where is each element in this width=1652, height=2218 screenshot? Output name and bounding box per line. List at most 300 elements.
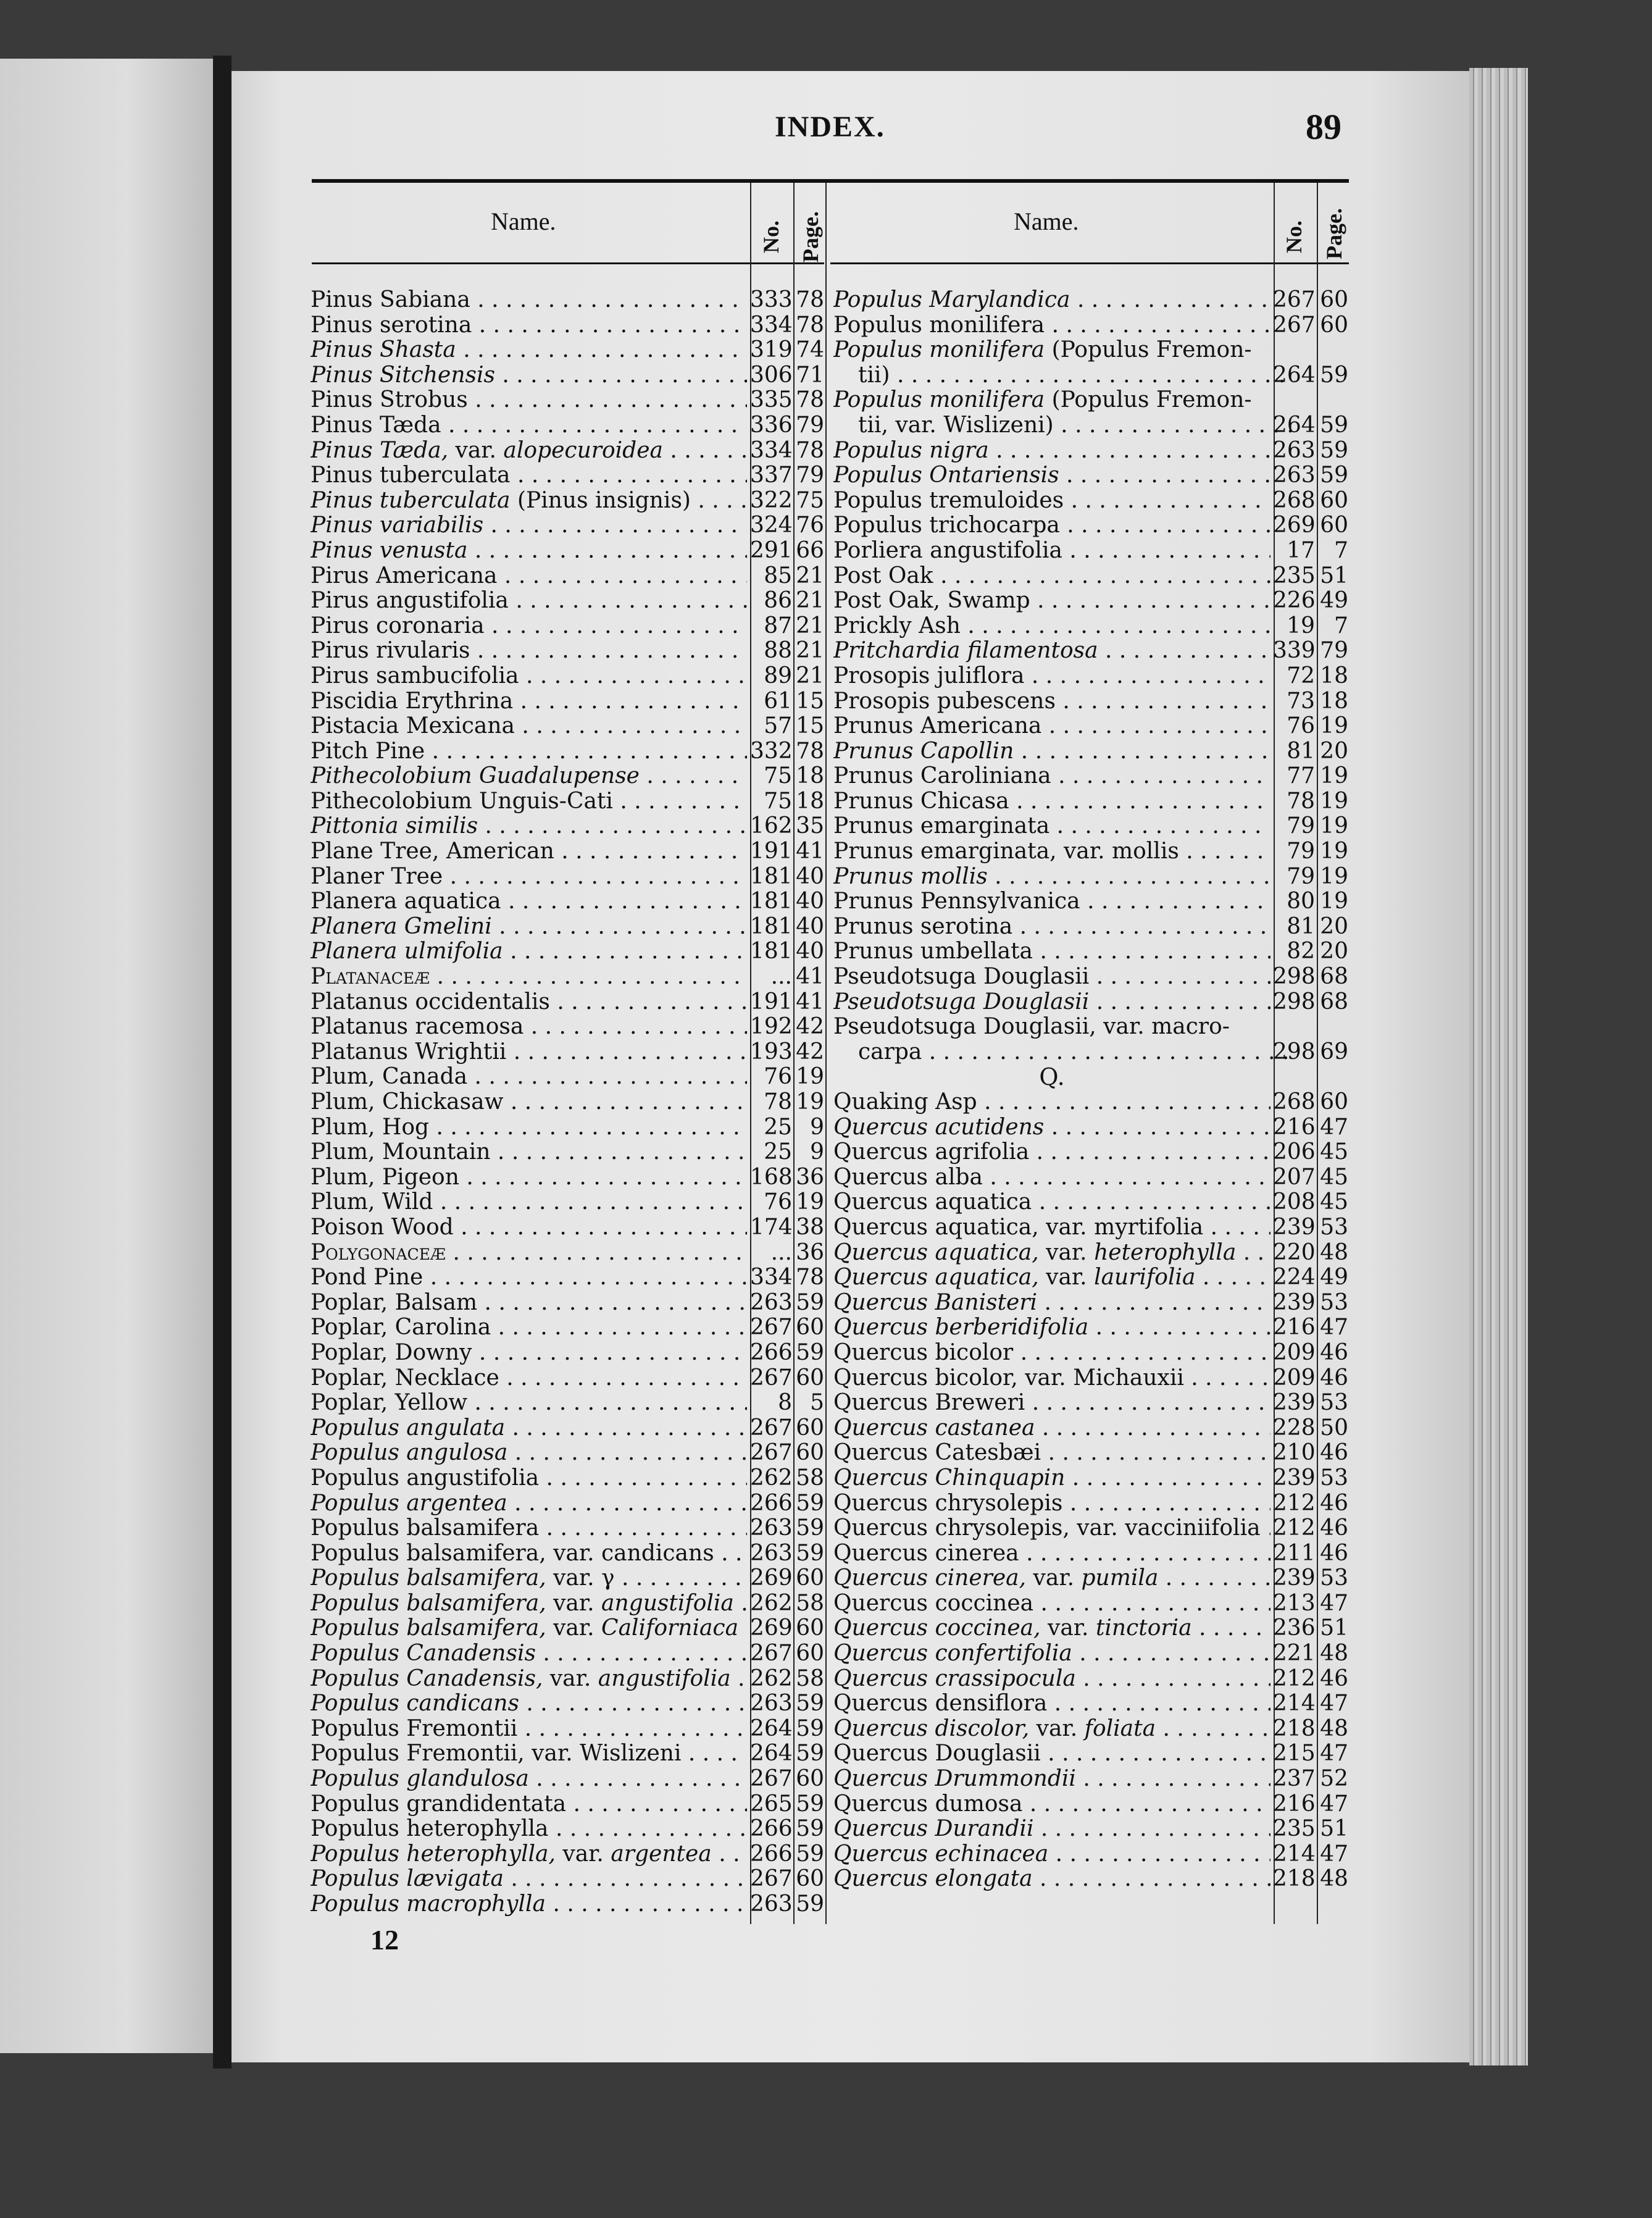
entry-name-part: Planer Tree — [311, 864, 443, 889]
entry-name — [311, 1491, 747, 1517]
no-column-header-right: No. — [1282, 220, 1306, 253]
entry-name-part: Planera Gmelini — [311, 914, 492, 939]
entry-page: 74 — [796, 337, 824, 363]
entry-name-part: Poplar, Necklace — [311, 1365, 499, 1391]
entry-name — [311, 990, 747, 1015]
entry-name — [311, 1065, 747, 1090]
leader-dots — [1203, 1215, 1270, 1240]
leader-dots — [539, 1466, 747, 1491]
entry-name-part: Pinus tuberculata — [311, 463, 511, 488]
entry-number: 78 — [1287, 788, 1315, 814]
entry-number: 267 — [750, 1866, 793, 1892]
entry-page: 78 — [796, 1265, 824, 1291]
entry-number: 79 — [1287, 813, 1315, 839]
entry-name — [311, 839, 747, 864]
name-column-header-left: Name. — [491, 207, 556, 235]
entry-number: 263 — [750, 1891, 793, 1917]
entry-name-part: Prunus serotina — [833, 914, 1013, 939]
index-entry — [833, 789, 1352, 814]
entry-page: 19 — [1320, 889, 1348, 914]
entry-page: 46 — [1320, 1515, 1348, 1541]
entry-name — [833, 1491, 1270, 1517]
entry-page: 60 — [796, 1766, 824, 1792]
entry-name-part: carpa — [858, 1039, 922, 1065]
leader-dots — [1029, 1140, 1270, 1165]
entry-number: 267 — [750, 1641, 793, 1667]
entry-number: 235 — [1273, 563, 1316, 588]
entry-page: 59 — [796, 1715, 824, 1741]
entry-page: 47 — [1320, 1691, 1348, 1717]
entry-name — [311, 1591, 747, 1617]
entry-number: 210 — [1273, 1440, 1316, 1466]
leader-dots — [1012, 914, 1270, 939]
index-entry — [833, 1541, 1352, 1567]
leader-dots — [517, 1717, 747, 1741]
entry-page: 48 — [1320, 1866, 1348, 1892]
entry-number: 236 — [1273, 1615, 1316, 1641]
entry-page: 45 — [1320, 1139, 1348, 1165]
index-entry — [833, 1817, 1352, 1842]
leader-dots — [1041, 714, 1270, 739]
leader-dots — [433, 1190, 747, 1215]
entry-page: 60 — [1320, 513, 1348, 538]
entry-page: 59 — [796, 1841, 824, 1867]
leader-dots — [505, 1416, 747, 1441]
entry-name-part: Pond Pine — [311, 1265, 423, 1291]
entry-name — [833, 588, 1270, 614]
entry-page: 51 — [1320, 1615, 1348, 1641]
entry-number: ... — [770, 1239, 792, 1265]
entry-name-part: var. — [1038, 1240, 1095, 1265]
entry-name — [833, 1115, 1270, 1140]
entry-number: 80 — [1287, 889, 1315, 914]
entry-page: 40 — [796, 939, 824, 965]
leader-dots — [519, 664, 747, 688]
entry-name — [311, 388, 747, 413]
entry-name-part: Pirus angustifolia — [311, 588, 509, 614]
entry-number: 220 — [1273, 1239, 1316, 1265]
leader-dots — [1192, 1616, 1270, 1641]
entry-number: 19 — [1287, 613, 1315, 638]
entry-page: 20 — [1320, 939, 1348, 965]
leader-dots — [1030, 588, 1270, 613]
entry-page: 60 — [796, 1365, 824, 1391]
entry-name-part: Populus monilifera — [833, 338, 1045, 363]
index-entry — [833, 1867, 1352, 1892]
entry-page: 59 — [796, 1891, 824, 1917]
entry-name — [311, 1315, 747, 1341]
index-entry — [833, 1341, 1352, 1366]
entry-name — [833, 1341, 1270, 1366]
entry-page: 49 — [1320, 1265, 1348, 1291]
entry-name-part: var. — [546, 1591, 602, 1616]
entry-number: 226 — [1273, 588, 1316, 614]
entry-name-part: Poplar, Downy — [311, 1340, 472, 1365]
entry-name — [833, 1315, 1270, 1341]
entry-number: 269 — [750, 1565, 793, 1591]
entry-page: 71 — [796, 362, 824, 388]
entry-name-part: Populus lævigata — [311, 1867, 504, 1892]
entry-name-part: heterophylla — [1094, 1240, 1237, 1265]
entry-name-part: Populus balsamifera, — [311, 1616, 546, 1641]
entry-page: 48 — [1320, 1715, 1348, 1741]
index-entry — [833, 664, 1352, 689]
page-column-header-left: Page. — [798, 211, 823, 262]
entry-page: 79 — [796, 462, 824, 488]
entry-name — [833, 664, 1270, 689]
entry-name — [311, 1040, 747, 1065]
entry-name-part: Planera ulmifolia — [311, 939, 503, 965]
index-entry — [833, 388, 1352, 413]
entry-number: 237 — [1273, 1766, 1316, 1792]
entry-name — [311, 413, 747, 438]
entry-name — [833, 1616, 1270, 1641]
leader-dots — [515, 714, 747, 739]
entry-name — [311, 1641, 747, 1667]
entry-name-part: Populus balsamifera — [311, 1516, 540, 1541]
entry-page: 45 — [1320, 1164, 1348, 1190]
entry-name — [311, 1516, 747, 1541]
leader-dots — [1064, 488, 1270, 513]
leader-dots — [1044, 1115, 1270, 1140]
index-entry — [833, 413, 1352, 438]
leader-dots — [1060, 513, 1270, 538]
entry-name — [833, 1691, 1270, 1717]
entry-page: 60 — [796, 1866, 824, 1892]
entry-name — [311, 1165, 747, 1191]
entry-name — [311, 1541, 747, 1567]
entry-page: 53 — [1320, 1465, 1348, 1491]
index-entry — [833, 1842, 1352, 1867]
leader-dots — [519, 1691, 747, 1716]
entry-name — [833, 388, 1270, 413]
signature-mark: 12 — [370, 1924, 399, 1956]
leader-dots — [1156, 1717, 1270, 1741]
entry-name-part: Plum, Chickasaw — [311, 1090, 504, 1115]
entry-page: 40 — [796, 889, 824, 914]
section-letter-heading: Q. — [1039, 1063, 1065, 1091]
entry-number: 263 — [750, 1515, 793, 1541]
entry-name-part: Pinus variabilis — [311, 513, 484, 538]
leader-dots — [524, 1015, 747, 1039]
entry-number: 298 — [1273, 989, 1316, 1015]
entry-name — [311, 338, 747, 363]
entry-name-part: Prunus Chicasa — [833, 789, 1009, 814]
entry-name — [833, 638, 1270, 664]
entry-number: 267 — [750, 1365, 793, 1391]
leader-dots — [1033, 939, 1270, 964]
entry-page: 69 — [1320, 1039, 1348, 1065]
entry-number: 73 — [1287, 688, 1315, 714]
entry-page: 21 — [796, 613, 824, 638]
leader-dots — [1158, 1566, 1270, 1591]
entry-number: 264 — [750, 1741, 793, 1767]
entry-name — [311, 363, 747, 388]
entry-number: 77 — [1287, 763, 1315, 789]
index-entry — [833, 1165, 1352, 1191]
entry-name — [833, 939, 1270, 965]
entry-name-part: Populus angustifolia — [311, 1465, 540, 1491]
entry-name-part: Populus Marylandica — [833, 288, 1070, 312]
entry-number: 218 — [1273, 1866, 1316, 1892]
entry-number: 17 — [1287, 537, 1315, 563]
leader-dots — [485, 614, 747, 638]
entry-name — [311, 1691, 747, 1717]
entry-name-part: var. — [1038, 1265, 1095, 1291]
entry-name-part: Pseudotsuga Douglasii, var. macro- — [833, 1015, 1230, 1040]
entry-number: 191 — [750, 989, 793, 1015]
entry-name — [833, 1867, 1270, 1892]
leader-dots — [483, 513, 747, 538]
index-entry — [833, 438, 1352, 464]
leader-dots — [1041, 1741, 1270, 1766]
leader-dots — [1013, 1341, 1270, 1365]
entry-number: 263 — [750, 1289, 793, 1315]
index-entry — [833, 714, 1352, 739]
entry-number: 75 — [764, 788, 792, 814]
entry-name-part: Quercus Drummondii — [833, 1767, 1076, 1792]
entry-number: 191 — [750, 839, 793, 864]
entry-name-part: Populus balsamifera, — [311, 1566, 546, 1591]
leader-dots — [468, 388, 747, 412]
entry-name-part: Populus monilifera — [833, 388, 1045, 413]
index-entry — [833, 488, 1352, 514]
entry-name — [311, 438, 747, 464]
entry-name — [833, 914, 1270, 940]
entry-number: 61 — [764, 688, 792, 714]
entry-page: 48 — [1320, 1641, 1348, 1667]
entry-name-part: Quercus aquatica — [833, 1190, 1032, 1215]
entry-name-part: Quercus Banisteri — [833, 1290, 1038, 1315]
header-rule-left — [312, 262, 824, 264]
leader-dots — [549, 1817, 748, 1841]
entry-name-part: (Pinus insignis) — [510, 488, 691, 513]
entry-name — [311, 1466, 747, 1491]
entry-name — [833, 789, 1270, 814]
entry-name-part: Californiaca — [601, 1616, 739, 1641]
entry-number: 324 — [750, 513, 793, 538]
entry-name-part: Quercus aquatica, — [833, 1265, 1039, 1291]
entry-number: 266 — [750, 1816, 793, 1842]
leader-dots — [536, 1641, 747, 1666]
entry-page: 46 — [1320, 1339, 1348, 1365]
entry-name-part: Quercus agrifolia — [833, 1140, 1030, 1165]
entry-page: 53 — [1320, 1390, 1348, 1416]
index-entry — [833, 614, 1352, 639]
entry-name-part: Quercus elongata — [833, 1867, 1033, 1892]
entry-name-part: Pittonia similis — [311, 814, 478, 839]
entry-name — [833, 714, 1270, 739]
entry-number: 168 — [750, 1164, 793, 1190]
entry-name-part: Polygonaceæ — [311, 1240, 446, 1265]
leader-dots — [501, 889, 747, 914]
entry-number: 79 — [1287, 839, 1315, 864]
entry-name-part: Pirus Americana — [311, 563, 498, 588]
entry-number: 209 — [1273, 1339, 1316, 1365]
entry-page: 15 — [796, 688, 824, 714]
entry-page: 59 — [796, 1816, 824, 1842]
entry-number: 181 — [750, 863, 793, 889]
entry-name-part: Populus macrophylla — [311, 1892, 546, 1917]
no-column-header-left: No. — [759, 220, 783, 253]
entry-name-part: Quercus crassipocula — [833, 1666, 1076, 1691]
entry-name — [311, 1441, 747, 1466]
index-entry — [833, 463, 1352, 488]
entry-name-part: Pinus serotina — [311, 312, 472, 338]
entry-name-part: argentea — [611, 1841, 712, 1867]
entry-number: 291 — [750, 537, 793, 563]
entry-name — [833, 1391, 1270, 1416]
entry-name-part: Populus heterophylla — [311, 1817, 549, 1842]
entry-name — [833, 990, 1270, 1015]
entry-name-part: Post Oak, Swamp — [833, 588, 1030, 614]
index-entry — [833, 1441, 1352, 1466]
entry-page: 59 — [1320, 462, 1348, 488]
entry-page: 60 — [1320, 1089, 1348, 1115]
entry-name — [833, 1767, 1270, 1792]
entry-number: 206 — [1273, 1139, 1316, 1165]
entry-name — [833, 889, 1270, 914]
entry-name — [833, 438, 1270, 464]
leader-dots — [506, 1040, 747, 1065]
leader-dots — [1089, 990, 1270, 1015]
entry-name-part: Pritchardia filamentosa — [833, 638, 1098, 664]
leader-dots — [503, 939, 747, 964]
leader-dots — [1032, 1190, 1270, 1215]
entry-name — [311, 789, 747, 814]
entry-name-part: Plum, Canada — [311, 1065, 468, 1090]
leader-dots — [1065, 1466, 1270, 1491]
name-column-header-right: Name. — [1014, 207, 1079, 235]
entry-name-part: Quercus dumosa — [833, 1791, 1023, 1817]
entry-page: 40 — [796, 913, 824, 939]
entry-name — [833, 1416, 1270, 1441]
leader-dots — [554, 839, 747, 864]
entry-page: 59 — [796, 1691, 824, 1717]
entry-name-part: Populus heterophylla, — [311, 1841, 556, 1867]
entry-number: 239 — [1273, 1390, 1316, 1416]
entry-page: 9 — [810, 1139, 824, 1165]
entry-number: 87 — [764, 613, 792, 638]
leader-dots — [681, 1741, 747, 1766]
leader-dots — [1179, 839, 1270, 864]
index-entry — [833, 965, 1352, 990]
entry-name — [833, 1717, 1270, 1742]
entry-number: 332 — [750, 738, 793, 764]
entry-name-part: var. — [1026, 1566, 1082, 1591]
entry-name-part: Quercus coccinea, — [833, 1616, 1041, 1641]
entry-name — [311, 463, 747, 488]
entry-name — [311, 588, 747, 614]
entry-name-part: Plane Tree, American — [311, 839, 554, 864]
entry-number: 192 — [750, 1014, 793, 1040]
entry-page: 47 — [1320, 1590, 1348, 1616]
entry-name-part: Populus balsamifera, — [311, 1591, 546, 1616]
leader-dots — [712, 1842, 747, 1867]
entry-number: 339 — [1273, 638, 1316, 664]
leader-dots — [499, 1366, 747, 1391]
entry-name — [311, 1366, 747, 1391]
entry-number: 269 — [750, 1615, 793, 1641]
entry-name-part: Pinus Sabiana — [311, 288, 470, 312]
entry-name-part: Pistacia Mexicana — [311, 714, 515, 739]
entry-page: 66 — [796, 537, 824, 563]
leader-dots — [503, 1090, 747, 1115]
index-entry — [833, 939, 1352, 965]
entry-number: 215 — [1273, 1741, 1316, 1767]
entry-name-part: Planera aquatica — [311, 889, 501, 914]
entry-page: 60 — [796, 1315, 824, 1341]
leader-dots — [983, 1165, 1270, 1190]
entry-name — [311, 313, 747, 338]
entry-name — [833, 1190, 1270, 1215]
entry-page: 78 — [796, 437, 824, 463]
entry-name-part: Populus angulata — [311, 1415, 506, 1441]
entry-name — [833, 363, 1295, 388]
entry-name — [311, 1416, 747, 1441]
leader-dots — [550, 990, 747, 1015]
entry-name-part: Quercus acutidens — [833, 1115, 1045, 1140]
entry-page: 21 — [796, 663, 824, 688]
leader-dots — [1019, 1541, 1270, 1566]
leader-dots — [446, 1241, 747, 1265]
entry-number: 193 — [750, 1039, 793, 1065]
entry-page: 41 — [796, 964, 824, 990]
leader-dots — [1035, 1416, 1270, 1441]
entry-name-part: tinctoria — [1095, 1616, 1192, 1641]
entry-name-part: Quercus cinerea, — [833, 1566, 1027, 1591]
index-entry — [833, 1792, 1352, 1817]
entry-name — [833, 1140, 1270, 1165]
entry-name-part: var. — [1040, 1616, 1096, 1641]
entry-name — [311, 814, 747, 839]
leader-dots — [1184, 1366, 1270, 1391]
leader-dots — [731, 1667, 747, 1691]
entry-name — [833, 1265, 1270, 1291]
entry-page: 42 — [796, 1039, 824, 1065]
entry-number: 262 — [750, 1465, 793, 1491]
entry-page: 46 — [1320, 1540, 1348, 1566]
entry-number: 208 — [1273, 1189, 1316, 1215]
leader-dots — [459, 1165, 747, 1190]
leader-dots — [1072, 1641, 1270, 1666]
entry-name — [311, 889, 747, 914]
entry-name-part: Pithecolobium Unguis-Cati — [311, 789, 613, 814]
leader-dots — [961, 614, 1270, 638]
entry-name-part: Populus Canadensis — [311, 1641, 536, 1667]
leader-dots — [546, 1892, 747, 1917]
entry-number: 239 — [1273, 1289, 1316, 1315]
entry-number: 239 — [1273, 1465, 1316, 1491]
leader-dots — [1098, 638, 1270, 663]
entry-number: 213 — [1273, 1590, 1316, 1616]
entry-number: 211 — [1273, 1540, 1316, 1566]
entry-name-part: Populus Ontariensis — [833, 463, 1059, 488]
entry-name-part: laurifolia — [1094, 1265, 1196, 1291]
entry-name-part: Quercus Chinquapin — [833, 1465, 1066, 1491]
entry-page: 78 — [796, 287, 824, 312]
entry-name — [311, 1241, 747, 1266]
entry-page: 53 — [1320, 1214, 1348, 1240]
entry-name-part: Pseudotsuga Douglasii — [833, 989, 1090, 1015]
leader-dots — [1037, 1291, 1270, 1315]
leader-dots — [472, 1341, 747, 1365]
entry-page: 68 — [1320, 964, 1348, 990]
entry-name-part: Pirus coronaria — [311, 613, 485, 638]
index-entry — [833, 1015, 1352, 1040]
entry-name — [833, 513, 1270, 538]
entry-page: 36 — [796, 1164, 824, 1190]
